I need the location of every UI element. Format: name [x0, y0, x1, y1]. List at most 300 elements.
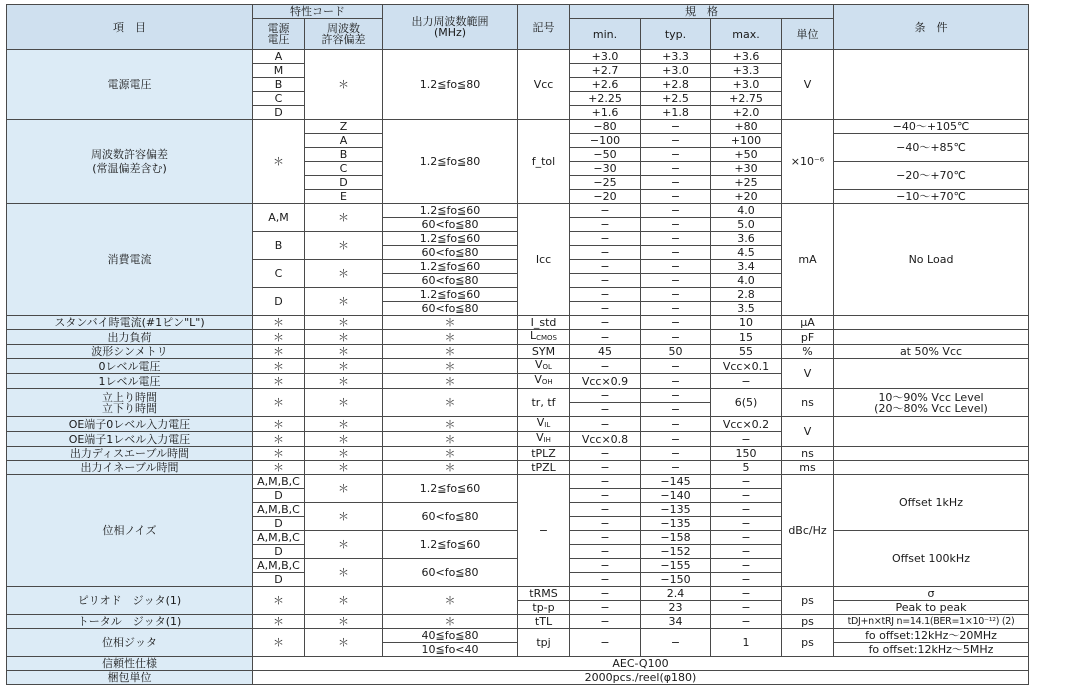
- trtf-min: −: [570, 389, 641, 403]
- vol-symbol-sub: OL: [542, 363, 552, 371]
- vil-range: ＊: [383, 417, 518, 432]
- total-min: −: [570, 615, 641, 629]
- pn-cond: Offset 1kHz: [834, 475, 1029, 531]
- standby-range: ＊: [383, 316, 518, 330]
- pn-symbol: −: [518, 475, 570, 587]
- pn-code: A,M,B,C: [253, 475, 305, 489]
- period-cond: σ: [834, 587, 1029, 601]
- vil-max: Vcc×0.2: [711, 417, 782, 432]
- pn-range: 60<fo≦80: [383, 559, 518, 587]
- tol-typ: −: [641, 148, 711, 162]
- icc-min: −: [570, 302, 641, 316]
- vih-max: −: [711, 432, 782, 447]
- pn-code: A,M,B,C: [253, 531, 305, 545]
- vih-symbol-main: V: [536, 431, 544, 444]
- pn-min: −: [570, 475, 641, 489]
- tol-min: −80: [570, 120, 641, 134]
- pn-tol: ＊: [305, 503, 383, 531]
- pn-tol: ＊: [305, 559, 383, 587]
- phase-typ: −: [641, 629, 711, 657]
- tol-code: C: [305, 162, 383, 176]
- voh-typ: −: [641, 374, 711, 389]
- vil-symbol-main: V: [536, 416, 545, 429]
- period-max: −: [711, 601, 782, 615]
- tol-max: +80: [711, 120, 782, 134]
- vil-item: OE端子0レベル入力電圧: [7, 417, 253, 432]
- pn-tol: ＊: [305, 475, 383, 503]
- trtf-item: 立上り時間 立下り時間: [7, 389, 253, 417]
- pn-min: −: [570, 503, 641, 517]
- standby-voltage: ＊: [253, 316, 305, 330]
- pn-min: −: [570, 531, 641, 545]
- tplz-range: ＊: [383, 447, 518, 461]
- icc-code: A,M: [253, 204, 305, 232]
- icc-min: −: [570, 232, 641, 246]
- table-row: [7, 50, 1029, 64]
- icc-unit: mA: [782, 204, 834, 316]
- spec-sheet: [6, 4, 1029, 685]
- tpzl-max: 5: [711, 461, 782, 475]
- table-row: [7, 461, 1029, 475]
- supply-typ: +3.3: [641, 50, 711, 64]
- pn-code: A,M,B,C: [253, 559, 305, 573]
- sym-unit: %: [782, 345, 834, 359]
- supply-code: B: [253, 78, 305, 92]
- pn-code: D: [253, 517, 305, 531]
- trtf-range: ＊: [383, 389, 518, 417]
- pn-typ: −140: [641, 489, 711, 503]
- icc-min: −: [570, 246, 641, 260]
- tplz-unit: ns: [782, 447, 834, 461]
- vih-range: ＊: [383, 432, 518, 447]
- header-max: max.: [711, 19, 782, 50]
- table-row: [7, 316, 1029, 330]
- standby-min: −: [570, 316, 641, 330]
- supply-symbol: Vcc: [518, 50, 570, 120]
- supply-tol: ＊: [305, 50, 383, 120]
- trtf-typ: −: [641, 403, 711, 417]
- tol-code: B: [305, 148, 383, 162]
- sym-min: 45: [570, 345, 641, 359]
- tplz-voltage: ＊: [253, 447, 305, 461]
- total-item: トータル ジッタ(1): [7, 615, 253, 629]
- tol-code: Z: [305, 120, 383, 134]
- icc-range: 60<fo≦80: [383, 246, 518, 260]
- icc-range: 60<fo≦80: [383, 302, 518, 316]
- pack-value: 2000pcs./reel(φ180): [253, 671, 1029, 685]
- vol-max: Vcc×0.1: [711, 359, 782, 374]
- sym-voltage: ＊: [253, 345, 305, 359]
- table-row: [7, 417, 1029, 432]
- header-range: 出力周波数範囲 (MHz): [383, 5, 518, 50]
- supply-code: A: [253, 50, 305, 64]
- vol-voltage: ＊: [253, 359, 305, 374]
- table-row: [7, 345, 1029, 359]
- icc-max: 3.5: [711, 302, 782, 316]
- standby-item: スタンバイ時電流(#1ピン"L"): [7, 316, 253, 330]
- icc-code: B: [253, 232, 305, 260]
- supply-code: D: [253, 106, 305, 120]
- voh-symbol-sub: OH: [541, 378, 553, 386]
- tol-range: 1.2≦fo≦80: [383, 120, 518, 204]
- supply-min: +3.0: [570, 50, 641, 64]
- period-typ: 23: [641, 601, 711, 615]
- header-typ: typ.: [641, 19, 711, 50]
- vih-typ: −: [641, 432, 711, 447]
- vil-min: −: [570, 417, 641, 432]
- sym-range: ＊: [383, 345, 518, 359]
- supply-typ: +1.8: [641, 106, 711, 120]
- tol-cond: −40～+85℃: [834, 134, 1029, 162]
- load-range: ＊: [383, 330, 518, 345]
- icc-range: 1.2≦fo≦60: [383, 288, 518, 302]
- total-cond: tDJ+n×tRJ n=14.1(BER=1×10⁻¹²) (2): [834, 615, 1029, 629]
- rel-item: 信頼性仕様: [7, 657, 253, 671]
- sym-cond: at 50% Vcc: [834, 345, 1029, 359]
- vol-symbol: [518, 359, 570, 374]
- vo-unit: V: [782, 359, 834, 389]
- pn-typ: −158: [641, 531, 711, 545]
- phase-symbol: tpj: [518, 629, 570, 657]
- tol-max: +20: [711, 190, 782, 204]
- load-voltage: ＊: [253, 330, 305, 345]
- supply-min: +2.7: [570, 64, 641, 78]
- trtf-max: 6(5): [711, 389, 782, 417]
- icc-min: −: [570, 218, 641, 232]
- voh-tol: ＊: [305, 374, 383, 389]
- total-max: −: [711, 615, 782, 629]
- vil-tol: ＊: [305, 417, 383, 432]
- header-item: 項 目: [7, 5, 253, 50]
- icc-max: 4.5: [711, 246, 782, 260]
- pn-range: 1.2≦fo≦60: [383, 531, 518, 559]
- sym-item: 波形シンメトリ: [7, 345, 253, 359]
- pn-typ: −145: [641, 475, 711, 489]
- total-tol: ＊: [305, 615, 383, 629]
- vil-voltage: ＊: [253, 417, 305, 432]
- supply-min: +2.6: [570, 78, 641, 92]
- voh-symbol-main: V: [534, 373, 542, 386]
- period-symbol: tp-p: [518, 601, 570, 615]
- load-symbol-sub: CMOS: [536, 334, 558, 342]
- vo-cond: [834, 359, 1029, 389]
- tol-item: 周波数許容偏差 (常温偏差含む): [7, 120, 253, 204]
- pn-code: D: [253, 573, 305, 587]
- load-typ: −: [641, 330, 711, 345]
- icc-typ: −: [641, 218, 711, 232]
- icc-range: 1.2≦fo≦60: [383, 204, 518, 218]
- tol-max: +100: [711, 134, 782, 148]
- table-row: [7, 629, 1029, 643]
- table-row: [7, 587, 1029, 601]
- header-code-tol: 周波数 許容偏差: [305, 19, 383, 50]
- pn-cond: Offset 100kHz: [834, 531, 1029, 587]
- tol-min: −20: [570, 190, 641, 204]
- table-row: [7, 657, 1029, 671]
- table-row: [7, 204, 1029, 218]
- supply-max: +3.6: [711, 50, 782, 64]
- pn-min: −: [570, 573, 641, 587]
- tol-max: +50: [711, 148, 782, 162]
- header-unit: 単位: [782, 19, 834, 50]
- pn-max: −: [711, 475, 782, 489]
- tol-voltage: ＊: [253, 120, 305, 204]
- icc-code: C: [253, 260, 305, 288]
- period-range: ＊: [383, 587, 518, 615]
- tplz-item: 出力ディスエーブル時間: [7, 447, 253, 461]
- tpzl-min: −: [570, 461, 641, 475]
- supply-typ: +2.5: [641, 92, 711, 106]
- vih-voltage: ＊: [253, 432, 305, 447]
- icc-typ: −: [641, 204, 711, 218]
- pn-max: −: [711, 489, 782, 503]
- standby-unit: μA: [782, 316, 834, 330]
- phase-range: 40≦fo≦80: [383, 629, 518, 643]
- icc-max: 3.4: [711, 260, 782, 274]
- icc-max: 4.0: [711, 274, 782, 288]
- icc-min: −: [570, 204, 641, 218]
- pn-typ: −135: [641, 503, 711, 517]
- supply-max: +2.75: [711, 92, 782, 106]
- load-unit: pF: [782, 330, 834, 345]
- pn-min: −: [570, 545, 641, 559]
- vi-unit: V: [782, 417, 834, 447]
- header-min: min.: [570, 19, 641, 50]
- vol-symbol-main: V: [535, 358, 543, 371]
- pn-min: −: [570, 517, 641, 531]
- load-item: 出力負荷: [7, 330, 253, 345]
- tpzl-unit: ms: [782, 461, 834, 475]
- load-max: 15: [711, 330, 782, 345]
- header-spec-group: 規 格: [570, 5, 834, 19]
- pn-typ: −135: [641, 517, 711, 531]
- icc-min: −: [570, 274, 641, 288]
- trtf-tol: ＊: [305, 389, 383, 417]
- trtf-typ: −: [641, 389, 711, 403]
- pn-code: D: [253, 489, 305, 503]
- tol-min: −25: [570, 176, 641, 190]
- icc-max: 4.0: [711, 204, 782, 218]
- tol-max: +30: [711, 162, 782, 176]
- table-row: [7, 120, 1029, 134]
- phase-cond: fo offset:12kHz～5MHz: [834, 643, 1029, 657]
- icc-range: 60<fo≦80: [383, 218, 518, 232]
- pn-typ: −155: [641, 559, 711, 573]
- total-voltage: ＊: [253, 615, 305, 629]
- vih-symbol-sub: IH: [543, 436, 551, 444]
- supply-max: +2.0: [711, 106, 782, 120]
- tplz-tol: ＊: [305, 447, 383, 461]
- load-cond: [834, 330, 1029, 345]
- tol-typ: −: [641, 190, 711, 204]
- trtf-cond: 10～90% Vcc Level (20～80% Vcc Level): [834, 389, 1029, 417]
- icc-tol: ＊: [305, 204, 383, 232]
- icc-cond: No Load: [834, 204, 1029, 316]
- header-code-voltage: 電源 電圧: [253, 19, 305, 50]
- period-tol: ＊: [305, 587, 383, 615]
- header-row-1: [7, 5, 1029, 19]
- icc-typ: −: [641, 246, 711, 260]
- header-symbol: 記号: [518, 5, 570, 50]
- pn-range: 1.2≦fo≦60: [383, 475, 518, 503]
- vol-tol: ＊: [305, 359, 383, 374]
- header-conditions: 条 件: [834, 5, 1029, 50]
- tol-cond: −40～+105℃: [834, 120, 1029, 134]
- load-tol: ＊: [305, 330, 383, 345]
- phase-voltage: ＊: [253, 629, 305, 657]
- icc-typ: −: [641, 288, 711, 302]
- supply-cond: [834, 50, 1029, 120]
- total-range: ＊: [383, 615, 518, 629]
- supply-typ: +3.0: [641, 64, 711, 78]
- phase-min: −: [570, 629, 641, 657]
- tol-typ: −: [641, 176, 711, 190]
- vol-typ: −: [641, 359, 711, 374]
- supply-item: 電源電圧: [7, 50, 253, 120]
- load-symbol-main: L: [529, 329, 537, 342]
- total-symbol: tTL: [518, 615, 570, 629]
- tol-code: A: [305, 134, 383, 148]
- icc-range: 1.2≦fo≦60: [383, 260, 518, 274]
- vol-min: −: [570, 359, 641, 374]
- tol-unit: ×10⁻⁶: [782, 120, 834, 204]
- voh-item: 1レベル電圧: [7, 374, 253, 389]
- period-min: −: [570, 601, 641, 615]
- period-item: ピリオド ジッタ(1): [7, 587, 253, 615]
- pack-item: 梱包単位: [7, 671, 253, 685]
- tplz-max: 150: [711, 447, 782, 461]
- standby-tol: ＊: [305, 316, 383, 330]
- table-row: [7, 475, 1029, 489]
- icc-typ: −: [641, 274, 711, 288]
- period-max: −: [711, 587, 782, 601]
- icc-max: 3.6: [711, 232, 782, 246]
- sym-typ: 50: [641, 345, 711, 359]
- icc-range: 1.2≦fo≦60: [383, 232, 518, 246]
- rel-value: AEC-Q100: [253, 657, 1029, 671]
- vol-range: ＊: [383, 359, 518, 374]
- tpzl-typ: −: [641, 461, 711, 475]
- trtf-min: −: [570, 403, 641, 417]
- icc-range: 60<fo≦80: [383, 274, 518, 288]
- supply-max: +3.0: [711, 78, 782, 92]
- standby-symbol: I_std: [518, 316, 570, 330]
- tplz-cond: [834, 447, 1029, 461]
- pn-min: −: [570, 559, 641, 573]
- pn-max: −: [711, 559, 782, 573]
- pn-tol: ＊: [305, 531, 383, 559]
- period-cond: Peak to peak: [834, 601, 1029, 615]
- tol-code: D: [305, 176, 383, 190]
- table-row: [7, 447, 1029, 461]
- period-unit: ps: [782, 587, 834, 615]
- vil-symbol-sub: IL: [544, 421, 551, 429]
- icc-typ: −: [641, 302, 711, 316]
- icc-item: 消費電流: [7, 204, 253, 316]
- icc-symbol: Icc: [518, 204, 570, 316]
- pn-max: −: [711, 573, 782, 587]
- vil-symbol: [518, 417, 570, 432]
- pn-range: 60<fo≦80: [383, 503, 518, 531]
- supply-typ: +2.8: [641, 78, 711, 92]
- tpzl-item: 出力イネーブル時間: [7, 461, 253, 475]
- tol-cond: −20～+70℃: [834, 162, 1029, 190]
- icc-tol: ＊: [305, 260, 383, 288]
- pn-item: 位相ノイズ: [7, 475, 253, 587]
- tol-typ: −: [641, 162, 711, 176]
- voh-max: −: [711, 374, 782, 389]
- tol-cond: −10～+70℃: [834, 190, 1029, 204]
- tol-min: −50: [570, 148, 641, 162]
- pn-max: −: [711, 517, 782, 531]
- tol-min: −30: [570, 162, 641, 176]
- load-min: −: [570, 330, 641, 345]
- vih-item: OE端子1レベル入力電圧: [7, 432, 253, 447]
- tplz-min: −: [570, 447, 641, 461]
- phase-unit: ps: [782, 629, 834, 657]
- phase-tol: ＊: [305, 629, 383, 657]
- table-row: [7, 359, 1029, 374]
- pn-min: −: [570, 489, 641, 503]
- icc-tol: ＊: [305, 232, 383, 260]
- supply-unit: V: [782, 50, 834, 120]
- standby-cond: [834, 316, 1029, 330]
- phase-max: 1: [711, 629, 782, 657]
- voh-voltage: ＊: [253, 374, 305, 389]
- pn-typ: −150: [641, 573, 711, 587]
- tplz-symbol: tPLZ: [518, 447, 570, 461]
- total-unit: ps: [782, 615, 834, 629]
- table-row: [7, 330, 1029, 345]
- voh-range: ＊: [383, 374, 518, 389]
- sym-symbol: SYM: [518, 345, 570, 359]
- supply-range: 1.2≦fo≦80: [383, 50, 518, 120]
- standby-typ: −: [641, 316, 711, 330]
- phase-range: 10≦fo<40: [383, 643, 518, 657]
- pn-typ: −152: [641, 545, 711, 559]
- supply-min: +1.6: [570, 106, 641, 120]
- icc-typ: −: [641, 232, 711, 246]
- pn-max: −: [711, 503, 782, 517]
- icc-max: 2.8: [711, 288, 782, 302]
- voh-min: Vcc×0.9: [570, 374, 641, 389]
- pn-unit: dBc/Hz: [782, 475, 834, 587]
- table-row: [7, 671, 1029, 685]
- vih-tol: ＊: [305, 432, 383, 447]
- tol-code: E: [305, 190, 383, 204]
- trtf-unit: ns: [782, 389, 834, 417]
- sym-tol: ＊: [305, 345, 383, 359]
- supply-code: C: [253, 92, 305, 106]
- period-symbol: tRMS: [518, 587, 570, 601]
- total-typ: 34: [641, 615, 711, 629]
- phase-cond: fo offset:12kHz～20MHz: [834, 629, 1029, 643]
- icc-min: −: [570, 288, 641, 302]
- vi-cond: [834, 417, 1029, 447]
- period-typ: 2.4: [641, 587, 711, 601]
- spec-table: [6, 4, 1029, 685]
- supply-min: +2.25: [570, 92, 641, 106]
- phase-item: 位相ジッタ: [7, 629, 253, 657]
- tol-symbol: f_tol: [518, 120, 570, 204]
- supply-max: +3.3: [711, 64, 782, 78]
- trtf-voltage: ＊: [253, 389, 305, 417]
- table-row: [7, 615, 1029, 629]
- tol-typ: −: [641, 120, 711, 134]
- sym-max: 55: [711, 345, 782, 359]
- pn-code: A,M,B,C: [253, 503, 305, 517]
- tol-min: −100: [570, 134, 641, 148]
